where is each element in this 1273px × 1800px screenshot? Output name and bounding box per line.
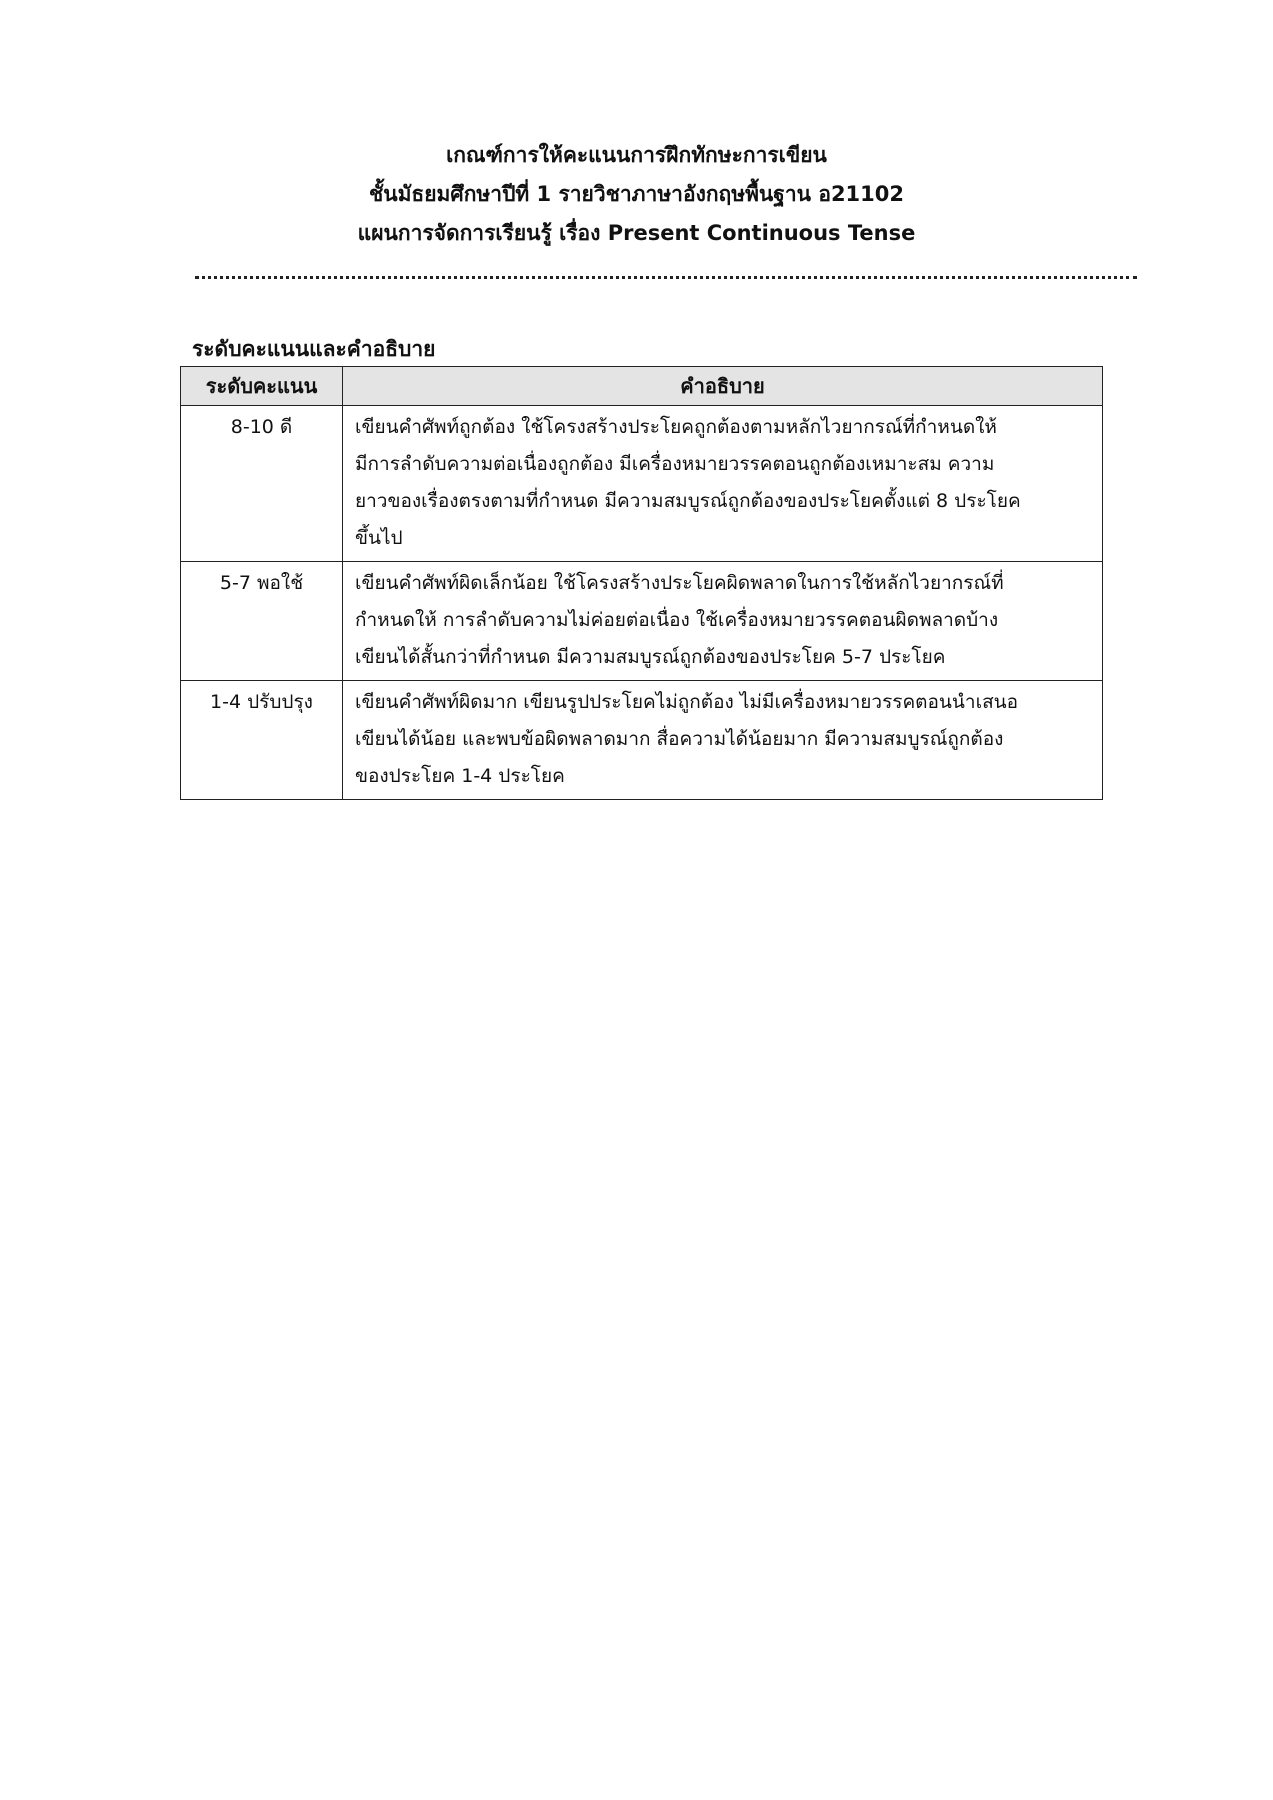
lesson-plan-title: แผนการจัดการเรียนรู้ เรื่อง Present Continuous Tense — [357, 221, 916, 245]
course-info: ชั้นมัธยมศึกษาปีที่ 1 รายวิชาภาษาอังกฤษพื้นฐาน อ21102 — [368, 182, 905, 206]
table-row — [181, 681, 1103, 800]
description-line: กำหนดให้ การลำดับความไม่ค่อยต่อเนื่อง ใช้เครื่องหมายวรรคตอนผิดพลาดบ้าง — [355, 609, 999, 631]
description-line: ของประโยค 1-4 ประโยค — [355, 765, 565, 787]
rubric-table — [180, 366, 1103, 800]
table-header-row — [181, 367, 1103, 406]
score-level: 5-7 พอใช้ — [181, 562, 343, 681]
description-line: เขียนได้น้อย และพบข้อผิดพลาดมาก สื่อความได้น้อยมาก มีความสมบูรณ์ถูกต้อง — [355, 728, 1004, 750]
column-header-description: คำอธิบาย — [343, 367, 1103, 406]
section-heading: ระดับคะแนนและคำอธิบาย — [192, 337, 436, 361]
score-description — [343, 681, 1103, 800]
column-header-level: ระดับคะแนน — [181, 367, 343, 406]
document-title: เกณฑ์การให้คะแนนการฝึกทักษะการเขียน — [446, 143, 827, 167]
description-line: เขียนคำศัพท์ถูกต้อง ใช้โครงสร้างประโยคถูกต้องตามหลักไวยากรณ์ที่กำหนดให้ — [355, 416, 997, 438]
description-line: มีการลำดับความต่อเนื่องถูกต้อง มีเครื่องหมายวรรคตอนถูกต้องเหมาะสม ความ — [355, 453, 995, 475]
score-description — [343, 562, 1103, 681]
dotted-divider — [195, 276, 1137, 279]
description-line: เขียนได้สั้นกว่าที่กำหนด มีความสมบูรณ์ถูกต้องของประโยค 5-7 ประโยค — [355, 646, 946, 668]
table-row — [181, 562, 1103, 681]
table-row — [181, 406, 1103, 562]
document-header — [0, 136, 1273, 253]
score-level: 8-10 ดี — [181, 406, 343, 562]
description-line: ยาวของเรื่องตรงตามที่กำหนด มีความสมบูรณ์ถูกต้องของประโยคตั้งแต่ 8 ประโยค — [355, 490, 1021, 512]
description-line: เขียนคำศัพท์ผิดมาก เขียนรูปประโยคไม่ถูกต้อง ไม่มีเครื่องหมายวรรคตอนนำเสนอ — [355, 691, 1019, 713]
description-line: เขียนคำศัพท์ผิดเล็กน้อย ใช้โครงสร้างประโยคผิดพลาดในการใช้หลักไวยากรณ์ที่ — [355, 572, 1004, 594]
score-level: 1-4 ปรับปรุง — [181, 681, 343, 800]
score-description — [343, 406, 1103, 562]
description-line: ขึ้นไป — [355, 527, 403, 549]
